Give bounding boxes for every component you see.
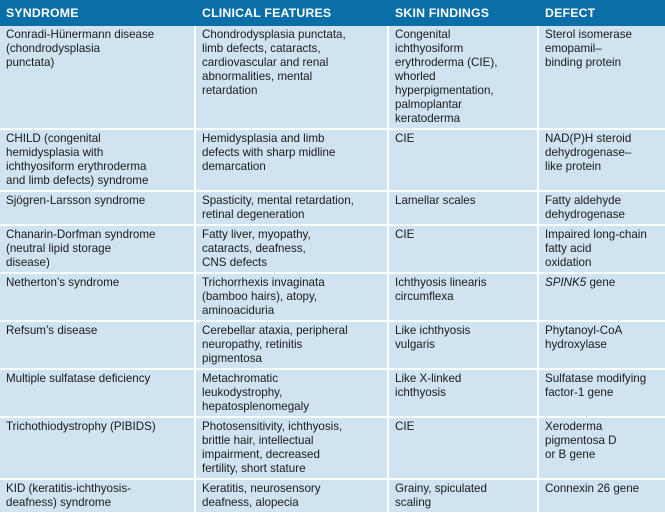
cell-line: Keratitis, neurosensory [202, 482, 321, 495]
cell-syndrome [0, 26, 195, 129]
cell-defect [538, 26, 665, 129]
cell-skin-findings [388, 191, 538, 225]
cell-syndrome [0, 273, 195, 321]
cell-line: pigmentosa [202, 352, 262, 365]
cell-line: aminoaciduria [202, 304, 275, 317]
table-row [0, 129, 665, 191]
cell-line [545, 276, 661, 290]
table-row [0, 479, 665, 513]
cell-line: deafness) syndrome [6, 496, 112, 509]
header-syndrome: SYNDROME [0, 0, 195, 26]
cell-line: CIE [395, 132, 415, 145]
cell-line: Photosensitivity, ichthyosis, [202, 420, 343, 433]
table-row [0, 225, 665, 273]
cell-line: Multiple sulfatase deficiency [6, 372, 151, 385]
cell-line: Fatty liver, myopathy, [202, 228, 311, 241]
cell-clinical-features [195, 225, 388, 273]
cell-line: cataracts, deafness, [202, 242, 306, 255]
header-clinical-features: CLINICAL FEATURES [195, 0, 388, 26]
cell-line: Sjögren-Larsson syndrome [6, 194, 146, 207]
table-row [0, 321, 665, 369]
cell-line: Trichorrhexis invaginata [202, 276, 325, 289]
cell-line: disease) [6, 256, 50, 269]
table-row [0, 369, 665, 417]
cell-defect [538, 273, 665, 321]
cell-line: Chanarin-Dorfman syndrome [6, 228, 156, 241]
cell-line: Netherton’s syndrome [6, 276, 120, 289]
header-defect: DEFECT [538, 0, 665, 26]
cell-line: Like X-linked [395, 372, 462, 385]
cell-line: Spasticity, mental retardation, [202, 194, 354, 207]
cell-defect [538, 369, 665, 417]
cell-line: neuropathy, retinitis [202, 338, 303, 351]
cell-syndrome [0, 417, 195, 479]
cell-line: leukodystrophy, [202, 386, 283, 399]
cell-line: retinal degeneration [202, 208, 305, 221]
cell-line: Congenital [395, 28, 451, 41]
cell-defect [538, 225, 665, 273]
header-row [0, 0, 665, 26]
cell-clinical-features [195, 191, 388, 225]
cell-line: hepatosplenomegaly [202, 400, 309, 413]
cell-line: fatty acid [545, 242, 592, 255]
cell-line: punctata) [6, 56, 55, 69]
cell-line: (bamboo hairs), atopy, [202, 290, 318, 303]
cell-line: Grainy, spiculated [395, 482, 487, 495]
cell-clinical-features [195, 321, 388, 369]
cell-line: impairment, decreased [202, 448, 320, 461]
cell-clinical-features [195, 26, 388, 129]
cell-line: keratoderma [395, 112, 461, 125]
table-body [0, 26, 665, 513]
cell-syndrome [0, 479, 195, 513]
cell-line: hyperpigmentation, [395, 84, 494, 97]
cell-line: Sulfatase modifying [545, 372, 647, 385]
cell-clinical-features [195, 479, 388, 513]
cell-line: CIE [395, 420, 415, 433]
cell-line: limb defects, cataracts, [202, 42, 321, 55]
cell-defect [538, 321, 665, 369]
cell-line: Conradi-Hünermann disease [6, 28, 155, 41]
cell-line: Xeroderma [545, 420, 603, 433]
cell-line: Lamellar scales [395, 194, 476, 207]
cell-line: Fatty aldehyde [545, 194, 622, 207]
cell-line: Impaired long-chain [545, 228, 647, 241]
cell-skin-findings [388, 26, 538, 129]
gene-suffix: gene [586, 276, 616, 289]
cell-syndrome [0, 225, 195, 273]
cell-line: brittle hair, intellectual [202, 434, 314, 447]
cell-line: vulgaris [395, 338, 435, 351]
cell-line: scaling [395, 496, 432, 509]
cell-line: hydroxylase [545, 338, 607, 351]
cell-line: Cerebellar ataxia, peripheral [202, 324, 348, 337]
cell-line: retardation [202, 84, 258, 97]
cell-line: NAD(P)H steroid [545, 132, 632, 145]
cell-line: hemidysplasia with [6, 146, 104, 159]
cell-skin-findings [388, 417, 538, 479]
cell-line: demarcation [202, 160, 266, 173]
header-skin-findings: SKIN FINDINGS [388, 0, 538, 26]
cell-line: erythroderma (CIE), [395, 56, 498, 69]
cell-line: cardiovascular and renal [202, 56, 329, 69]
cell-line: dehydrogenase [545, 208, 625, 221]
cell-line: ichthyosiform [395, 42, 464, 55]
cell-skin-findings [388, 273, 538, 321]
cell-syndrome [0, 321, 195, 369]
cell-line: Ichthyosis linearis [395, 276, 487, 289]
cell-skin-findings [388, 129, 538, 191]
cell-line: Hemidysplasia and limb [202, 132, 325, 145]
cell-line: binding protein [545, 56, 622, 69]
cell-line: abnormalities, mental [202, 70, 313, 83]
cell-clinical-features [195, 273, 388, 321]
cell-clinical-features [195, 417, 388, 479]
cell-line: whorled [395, 70, 436, 83]
cell-line: oxidation [545, 256, 592, 269]
cell-defect [538, 129, 665, 191]
cell-skin-findings [388, 225, 538, 273]
cell-line: Refsum’s disease [6, 324, 98, 337]
cell-line: deafness, alopecia [202, 496, 299, 509]
cell-line: like protein [545, 160, 602, 173]
cell-line: Chondrodysplasia punctata, [202, 28, 346, 41]
cell-syndrome [0, 191, 195, 225]
cell-line: KID (keratitis-ichthyosis- [6, 482, 131, 495]
table-row [0, 26, 665, 129]
table-row [0, 191, 665, 225]
cell-line: ichthyosis [395, 386, 446, 399]
cell-line: Trichothiodystrophy (PIBIDS) [6, 420, 156, 433]
cell-line: (chondrodysplasia [6, 42, 101, 55]
cell-syndrome [0, 129, 195, 191]
table-header [0, 0, 665, 26]
cell-defect [538, 191, 665, 225]
cell-skin-findings [388, 479, 538, 513]
cell-line: Sterol isomerase [545, 28, 632, 41]
cell-defect [538, 417, 665, 479]
cell-line: CHILD (congenital [6, 132, 101, 145]
cell-line: emopamil– [545, 42, 602, 55]
cell-clinical-features [195, 129, 388, 191]
cell-line: ichthyosiform erythroderma [6, 160, 147, 173]
cell-skin-findings [388, 369, 538, 417]
cell-defect [538, 479, 665, 513]
cell-line: circumflexa [395, 290, 454, 303]
cell-line: CNS defects [202, 256, 268, 269]
cell-syndrome [0, 369, 195, 417]
cell-line: dehydrogenase– [545, 146, 632, 159]
cell-line: defects with sharp midline [202, 146, 336, 159]
cell-line: (neutral lipid storage [6, 242, 112, 255]
cell-line: and limb defects) syndrome [6, 174, 149, 187]
cell-skin-findings [388, 321, 538, 369]
cell-line: fertility, short stature [202, 462, 306, 475]
cell-line: factor-1 gene [545, 386, 614, 399]
cell-line: CIE [395, 228, 415, 241]
cell-line: or B gene [545, 448, 596, 461]
cell-line: pigmentosa D [545, 434, 617, 447]
table-row [0, 273, 665, 321]
cell-line: Connexin 26 gene [545, 482, 640, 495]
cell-line: palmoplantar [395, 98, 463, 111]
cell-clinical-features [195, 369, 388, 417]
gene-name: SPINK5 [545, 276, 587, 289]
table-row [0, 417, 665, 479]
cell-line: Phytanoyl-CoA [545, 324, 623, 337]
cell-line: Metachromatic [202, 372, 279, 385]
cell-line: Like ichthyosis [395, 324, 471, 337]
